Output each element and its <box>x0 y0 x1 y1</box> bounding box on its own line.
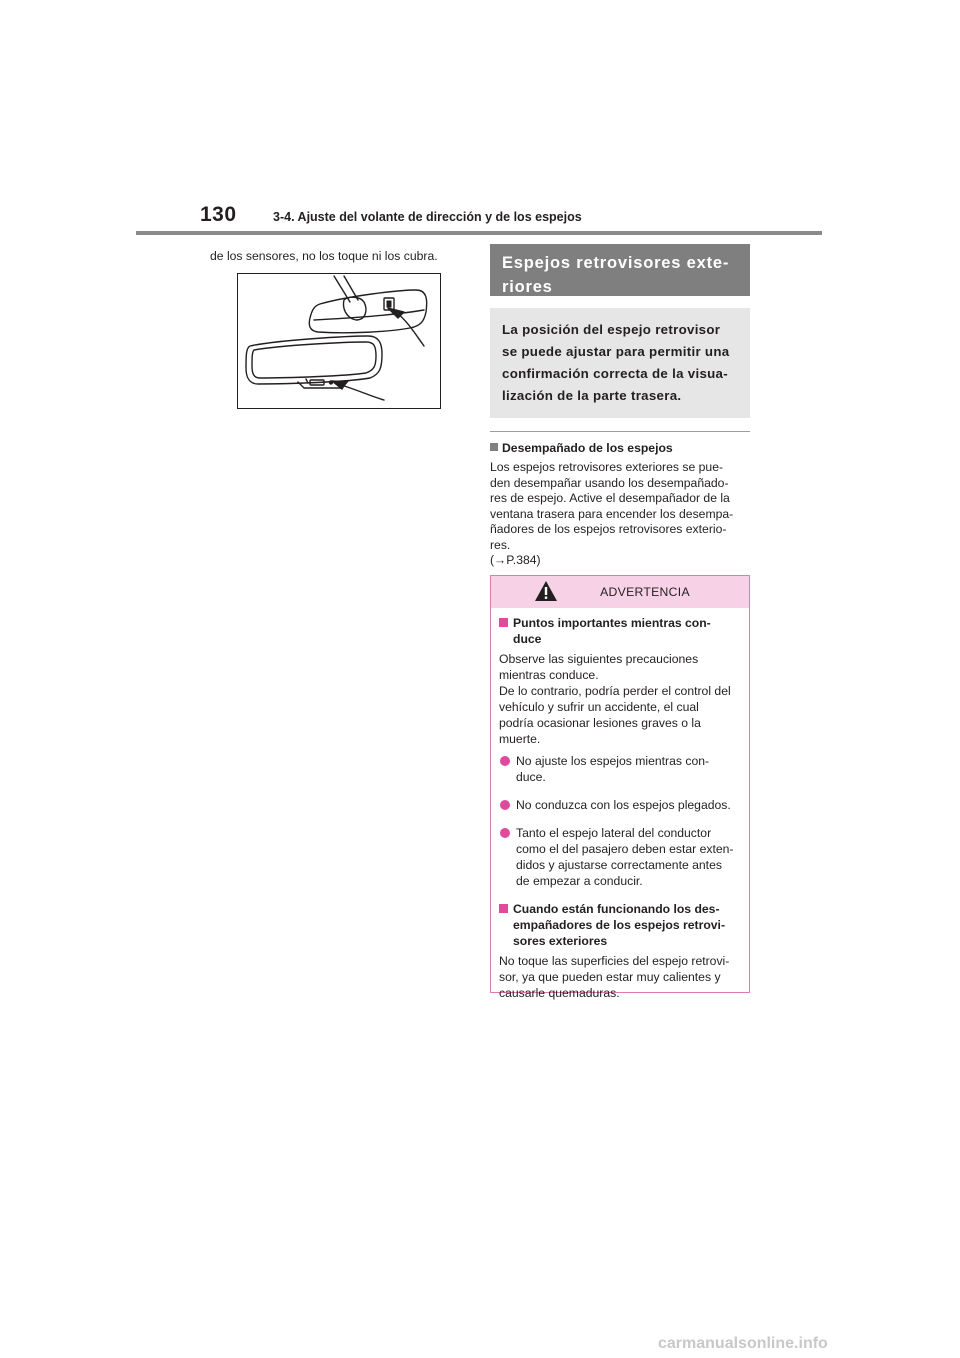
warning-bullet <box>499 825 741 889</box>
section-heading-line-2: riores <box>502 278 553 296</box>
warning-heading <box>499 615 741 647</box>
intro-line: lización de la parte trasera. <box>502 388 682 403</box>
section-heading-line-1: Espejos retrovisores exte- <box>502 254 730 272</box>
page-number: 130 <box>200 203 237 226</box>
warning-paragraph <box>499 651 741 747</box>
section-heading-box <box>490 244 750 296</box>
warning-heading-line: duce <box>513 632 542 646</box>
warning-line: Observe las siguientes precauciones <box>499 652 699 666</box>
intro-line: La posición del espejo retrovisor <box>502 322 721 337</box>
sub-heading-text: Desempañado de los espejos <box>502 441 673 455</box>
rearview-mirror-illustration <box>237 273 441 409</box>
bullet-line: Tanto el espejo lateral del conductor <box>516 826 712 840</box>
circle-bullet-icon <box>500 756 510 766</box>
warning-bullet <box>499 797 741 813</box>
warning-line: podría ocasionar lesiones graves o la <box>499 716 701 730</box>
left-column <box>210 248 470 264</box>
warning-heading-line: Puntos importantes mientras con- <box>513 616 711 630</box>
square-bullet-icon <box>499 904 508 913</box>
warning-heading-line: Cuando están funcionando los des- <box>513 902 720 916</box>
body-line: res. <box>490 537 511 552</box>
warning-paragraph <box>499 953 741 1001</box>
page-header <box>0 0 960 240</box>
warning-line: sor, ya que pueden estar muy calientes y <box>499 970 721 984</box>
warning-line: vehículo y sufrir un accidente, el cual <box>499 700 699 714</box>
bullet-line: duce. <box>516 770 546 784</box>
circle-bullet-icon <box>500 800 510 810</box>
square-bullet-icon <box>490 443 498 451</box>
page-reference-link[interactable]: (→P.384) <box>490 553 541 567</box>
divider <box>490 431 750 432</box>
section-title: 3-4. Ajuste del volante de dirección y de los espejos <box>273 210 582 224</box>
header-rule <box>136 231 822 235</box>
bullet-line: de empezar a conducir. <box>516 874 643 888</box>
warning-heading <box>499 901 741 949</box>
warning-line: No toque las superficies del espejo retrovi- <box>499 954 730 968</box>
right-column <box>490 244 750 569</box>
intro-box <box>490 308 750 418</box>
warning-heading-line: sores exteriores <box>513 934 608 948</box>
warning-header <box>491 576 749 608</box>
body-paragraph <box>490 460 750 569</box>
warning-heading-line: empañadores de los espejos retrovi- <box>513 918 726 932</box>
square-bullet-icon <box>499 618 508 627</box>
warning-line: De lo contrario, podría perder el control del <box>499 684 731 698</box>
intro-line: confirmación correcta de la visua- <box>502 366 728 381</box>
body-line: den desempañar usando los desempañado- <box>490 475 729 490</box>
bullet-line: No conduzca con los espejos plegados. <box>516 798 731 812</box>
body-line: ñadores de los espejos retrovisores exterio- <box>490 522 727 536</box>
sub-heading <box>490 440 750 456</box>
left-continuation-text: de los sensores, no los toque ni los cubra. <box>210 249 438 263</box>
body-line: ventana trasera para encender los desempa- <box>490 506 734 521</box>
body-line: Los espejos retrovisores exteriores se pue- <box>490 460 724 474</box>
bullet-line: como el del pasajero deben estar exten- <box>516 842 734 856</box>
body-line: res de espejo. Active el desempañador de la <box>490 491 730 505</box>
warning-line: mientras conduce. <box>499 668 599 682</box>
warning-box <box>490 575 750 1000</box>
intro-line: se puede ajustar para permitir una <box>502 344 730 359</box>
bullet-line: No ajuste los espejos mientras con- <box>516 754 710 768</box>
warning-line: muerte. <box>499 732 541 746</box>
watermark-url: carmanualsonline.info <box>658 1335 828 1352</box>
mirror-drawing <box>238 274 440 408</box>
warning-line: causarle quemaduras. <box>499 986 620 1000</box>
circle-bullet-icon <box>500 828 510 838</box>
warning-bullet <box>499 753 741 785</box>
warning-title: ADVERTENCIA <box>600 585 690 599</box>
bullet-line: didos y ajustarse correctamente antes <box>516 858 722 872</box>
warning-body <box>491 608 749 1001</box>
